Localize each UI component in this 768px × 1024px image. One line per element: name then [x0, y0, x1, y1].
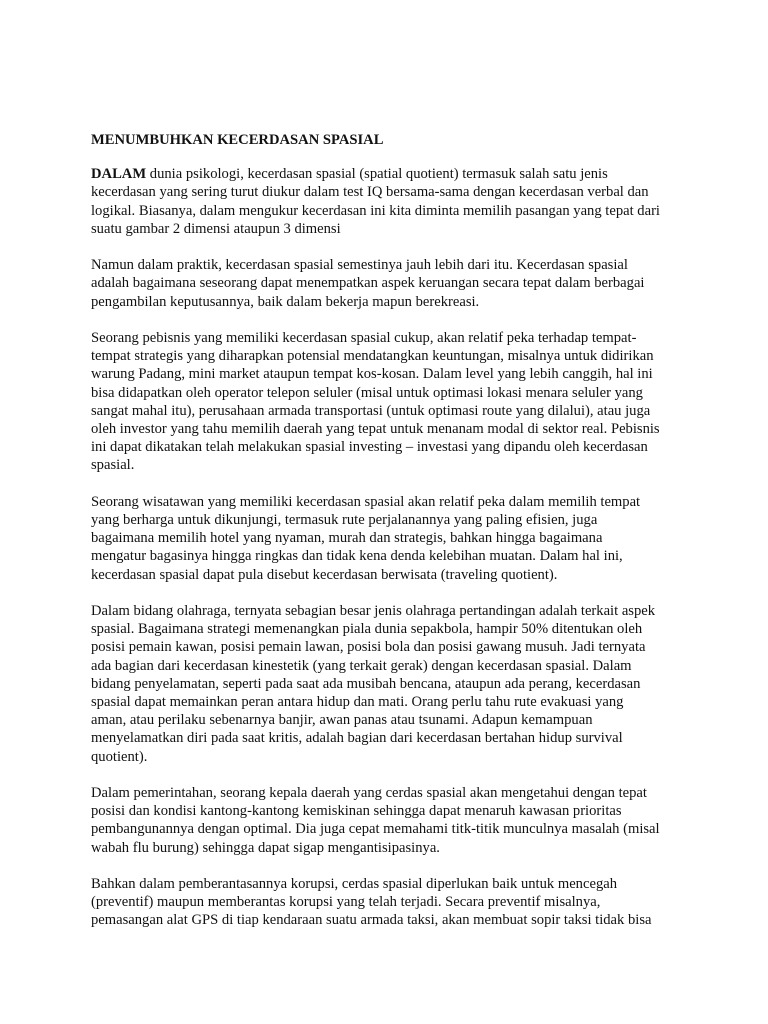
intro-lead-word: DALAM: [91, 166, 147, 183]
paragraph-tourism: Seorang wisatawan yang memiliki kecerdasan spasial akan relatif peka dalam memilih tempat yang berharga untuk dikunjungi, termasuk rute perjalanannya yang paling efisien, juga bagaimana memilih hotel yang nyaman, murah dan strategis, bahkan hingga bagaimana mengatur bagasinya hingga ringkas dan tidak kena denda kelebihan muatan. Dalam hal ini, kecerdasan spasial dapat pula disebut kecerdasan berwisata (traveling quotient).: [91, 493, 641, 583]
intro-paragraph: [91, 165, 728, 238]
paragraph-sports: Dalam bidang olahraga, ternyata sebagian besar jenis olahraga pertandingan adalah terkait aspek spasial. Bagaimana strategi memenangkan piala dunia sepakbola, hampir 50% ditentukan oleh posisi pemain kawan, posisi pemain lawan, posisi bola dan posisi gawang musuh. Jadi ternyata ada bagian dari kecerdasan kinestetik (yang terkait gerak) dengan kecerdasan spasial. Dalam bidang penyelamatan, seperti pada saat ada musibah bencana, ataupun ada perang, kecerdasan spasial dapat memainkan peran antara hidup dan mati. Orang perlu tahu rute evakuasi yang aman, atau perilaku sebenarnya banjir, awan panas atau tsunami. Adapun kemampuan menyelamatkan diri pada saat kritis, adalah bagian dari kecerdasan bertahan hidup survival quotient).: [91, 603, 656, 765]
document-title: MENUMBUHKAN KECERDASAN SPASIAL: [91, 132, 384, 148]
paragraph-corruption: Bahkan dalam pemberantasannya korupsi, cerdas spasial diperlukan baik untuk mencegah (preventif) maupun memberantas korupsi yang telah terjadi. Secara preventif misalnya, pemasangan alat GPS di tiap kendaraan suatu armada taksi, akan membuat sopir taksi tidak bisa: [91, 876, 652, 929]
paragraph-business: Seorang pebisnis yang memiliki kecerdasan spasial cukup, akan relatif peka terhadap tempat- tempat strategis yang diharapkan potensial mendatangkan keuntungan, misalnya untuk didirikan warung Padang, mini market ataupun tempat kos-kosan. Dalam level yang lebih canggih, hal ini bisa didapatkan oleh operator telepon seluler (misal untuk optimasi lokasi menara seluler yang sangat mahal itu), perusahaan armada transportasi (untuk optimasi route yang dilalui), atau juga oleh investor yang tahu memilih daerah yang tepat untuk menanam modal di sektor real. Pebisnis ini dapat dikatakan telah melakukan spasial investing – investasi yang dipandu oleh kecerdasan spasial.: [91, 330, 660, 474]
paragraph-practice: Namun dalam praktik, kecerdasan spasial semestinya jauh lebih dari itu. Kecerdasan spasial adalah bagaimana seseorang dapat menempatkan aspek keruangan secara tepat dalam berbagai pengambilan keputusannya, baik dalam bekerja mapun berekreasi.: [91, 257, 645, 310]
paragraph-government: Dalam pemerintahan, seorang kepala daerah yang cerdas spasial akan mengetahui dengan tepat posisi dan kondisi kantong-kantong kemiskinan sehingga dapat menaruh kawasan prioritas pembangunannya dengan optimal. Dia juga cepat memahami titk-titik munculnya masalah (misal wabah flu burung) sehingga dapat sigap mengantisipasinya.: [91, 785, 660, 856]
intro-text: dunia psikologi, kecerdasan spasial (spatial quotient) termasuk salah satu jenis kecerdasan yang sering turut diukur dalam test IQ bersama-sama dengan kecerdasan verbal dan logikal. Biasanya, dalam mengukur kecerdasan ini kita diminta memilih pasangan yang tepat dari suatu gambar 2 dimensi ataupun 3 dimensi: [91, 166, 660, 237]
